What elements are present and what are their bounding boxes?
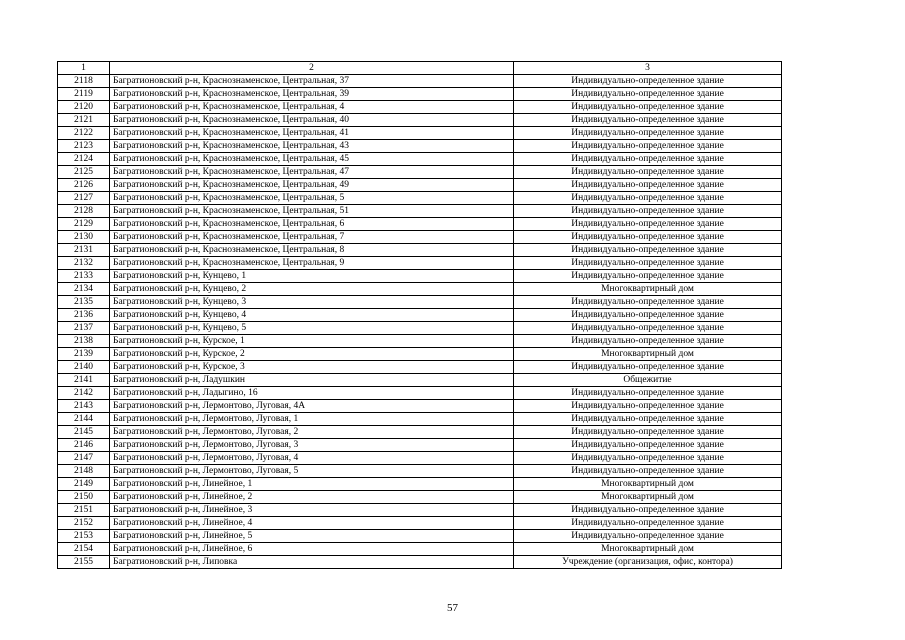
building-type-cell: Индивидуально-определенное здание xyxy=(514,387,782,400)
table-row xyxy=(58,270,782,283)
table-row xyxy=(58,257,782,270)
row-number-cell: 2128 xyxy=(58,205,110,218)
table-row xyxy=(58,192,782,205)
address-cell: Багратионовский р-н, Ладыгино, 16 xyxy=(110,387,514,400)
table-row xyxy=(58,218,782,231)
table-row xyxy=(58,361,782,374)
address-cell: Багратионовский р-н, Краснознаменское, Центральная, 8 xyxy=(110,244,514,257)
building-type-cell: Индивидуально-определенное здание xyxy=(514,205,782,218)
address-cell: Багратионовский р-н, Краснознаменское, Центральная, 40 xyxy=(110,114,514,127)
table-row xyxy=(58,426,782,439)
address-cell: Багратионовский р-н, Кунцево, 5 xyxy=(110,322,514,335)
table-row xyxy=(58,556,782,569)
table-row xyxy=(58,166,782,179)
table-row xyxy=(58,517,782,530)
building-type-cell: Индивидуально-определенное здание xyxy=(514,361,782,374)
table-row xyxy=(58,335,782,348)
row-number-cell: 2144 xyxy=(58,413,110,426)
table-row xyxy=(58,413,782,426)
building-type-cell: Индивидуально-определенное здание xyxy=(514,179,782,192)
row-number-cell: 2148 xyxy=(58,465,110,478)
building-type-cell: Многоквартирный дом xyxy=(514,348,782,361)
row-number-cell: 2152 xyxy=(58,517,110,530)
table-row xyxy=(58,439,782,452)
column-header-address: 2 xyxy=(110,62,514,75)
address-cell: Багратионовский р-н, Краснознаменское, Центральная, 47 xyxy=(110,166,514,179)
table-row xyxy=(58,543,782,556)
row-number-cell: 2118 xyxy=(58,75,110,88)
building-type-cell: Многоквартирный дом xyxy=(514,283,782,296)
table-row xyxy=(58,88,782,101)
table-row xyxy=(58,114,782,127)
address-cell: Багратионовский р-н, Линейное, 6 xyxy=(110,543,514,556)
building-type-cell: Учреждение (организация, офис, контора) xyxy=(514,556,782,569)
address-cell: Багратионовский р-н, Кунцево, 1 xyxy=(110,270,514,283)
address-cell: Багратионовский р-н, Краснознаменское, Центральная, 43 xyxy=(110,140,514,153)
table-row xyxy=(58,309,782,322)
address-cell: Багратионовский р-н, Лермонтово, Луговая, 4 xyxy=(110,452,514,465)
address-cell: Багратионовский р-н, Краснознаменское, Центральная, 9 xyxy=(110,257,514,270)
row-number-cell: 2146 xyxy=(58,439,110,452)
row-number-cell: 2131 xyxy=(58,244,110,257)
table-row xyxy=(58,530,782,543)
building-type-cell: Многоквартирный дом xyxy=(514,543,782,556)
table-body xyxy=(58,62,782,569)
table-row xyxy=(58,387,782,400)
row-number-cell: 2141 xyxy=(58,374,110,387)
building-type-cell: Индивидуально-определенное здание xyxy=(514,309,782,322)
address-cell: Багратионовский р-н, Ладушкин xyxy=(110,374,514,387)
address-cell: Багратионовский р-н, Краснознаменское, Центральная, 4 xyxy=(110,101,514,114)
table-row xyxy=(58,348,782,361)
address-cell: Багратионовский р-н, Краснознаменское, Центральная, 41 xyxy=(110,127,514,140)
row-number-cell: 2147 xyxy=(58,452,110,465)
address-cell: Багратионовский р-н, Лермонтово, Луговая, 1 xyxy=(110,413,514,426)
table-row xyxy=(58,179,782,192)
address-cell: Багратионовский р-н, Лермонтово, Луговая, 5 xyxy=(110,465,514,478)
table-row xyxy=(58,75,782,88)
table-row xyxy=(58,296,782,309)
row-number-cell: 2150 xyxy=(58,491,110,504)
row-number-cell: 2121 xyxy=(58,114,110,127)
building-type-cell: Индивидуально-определенное здание xyxy=(514,75,782,88)
row-number-cell: 2125 xyxy=(58,166,110,179)
address-cell: Багратионовский р-н, Краснознаменское, Центральная, 7 xyxy=(110,231,514,244)
row-number-cell: 2134 xyxy=(58,283,110,296)
building-type-cell: Индивидуально-определенное здание xyxy=(514,114,782,127)
building-type-cell: Индивидуально-определенное здание xyxy=(514,426,782,439)
row-number-cell: 2151 xyxy=(58,504,110,517)
building-type-cell: Индивидуально-определенное здание xyxy=(514,257,782,270)
building-type-cell: Индивидуально-определенное здание xyxy=(514,465,782,478)
table-row xyxy=(58,504,782,517)
address-cell: Багратионовский р-н, Курское, 3 xyxy=(110,361,514,374)
address-cell: Багратионовский р-н, Линейное, 1 xyxy=(110,478,514,491)
table-row xyxy=(58,153,782,166)
row-number-cell: 2145 xyxy=(58,426,110,439)
table-row xyxy=(58,140,782,153)
address-cell: Багратионовский р-н, Краснознаменское, Центральная, 49 xyxy=(110,179,514,192)
table-row xyxy=(58,478,782,491)
row-number-cell: 2155 xyxy=(58,556,110,569)
row-number-cell: 2123 xyxy=(58,140,110,153)
table-row xyxy=(58,231,782,244)
row-number-cell: 2122 xyxy=(58,127,110,140)
address-cell: Багратионовский р-н, Кунцево, 2 xyxy=(110,283,514,296)
building-type-cell: Индивидуально-определенное здание xyxy=(514,244,782,257)
row-number-cell: 2130 xyxy=(58,231,110,244)
building-type-cell: Индивидуально-определенное здание xyxy=(514,127,782,140)
building-type-cell: Индивидуально-определенное здание xyxy=(514,296,782,309)
address-cell: Багратионовский р-н, Лермонтово, Луговая, 3 xyxy=(110,439,514,452)
building-type-cell: Индивидуально-определенное здание xyxy=(514,517,782,530)
table-row xyxy=(58,101,782,114)
address-cell: Багратионовский р-н, Курское, 1 xyxy=(110,335,514,348)
building-type-cell: Индивидуально-определенное здание xyxy=(514,400,782,413)
row-number-cell: 2120 xyxy=(58,101,110,114)
address-cell: Багратионовский р-н, Линейное, 5 xyxy=(110,530,514,543)
row-number-cell: 2129 xyxy=(58,218,110,231)
row-number-cell: 2142 xyxy=(58,387,110,400)
row-number-cell: 2119 xyxy=(58,88,110,101)
row-number-cell: 2124 xyxy=(58,153,110,166)
building-type-cell: Индивидуально-определенное здание xyxy=(514,452,782,465)
table-row xyxy=(58,374,782,387)
row-number-cell: 2135 xyxy=(58,296,110,309)
row-number-cell: 2136 xyxy=(58,309,110,322)
row-number-cell: 2143 xyxy=(58,400,110,413)
row-number-cell: 2126 xyxy=(58,179,110,192)
building-type-cell: Индивидуально-определенное здание xyxy=(514,153,782,166)
address-cell: Багратионовский р-н, Лермонтово, Луговая, 4А xyxy=(110,400,514,413)
building-type-cell: Индивидуально-определенное здание xyxy=(514,270,782,283)
row-number-cell: 2140 xyxy=(58,361,110,374)
address-cell: Багратионовский р-н, Краснознаменское, Центральная, 6 xyxy=(110,218,514,231)
address-cell: Багратионовский р-н, Линейное, 4 xyxy=(110,517,514,530)
building-type-cell: Индивидуально-определенное здание xyxy=(514,335,782,348)
row-number-cell: 2127 xyxy=(58,192,110,205)
row-number-cell: 2132 xyxy=(58,257,110,270)
address-cell: Багратионовский р-н, Краснознаменское, Центральная, 45 xyxy=(110,153,514,166)
address-cell: Багратионовский р-н, Кунцево, 4 xyxy=(110,309,514,322)
table-row xyxy=(58,322,782,335)
address-cell: Багратионовский р-н, Липовка xyxy=(110,556,514,569)
building-type-cell: Индивидуально-определенное здание xyxy=(514,231,782,244)
table-row xyxy=(58,244,782,257)
address-cell: Багратионовский р-н, Курское, 2 xyxy=(110,348,514,361)
building-type-cell: Индивидуально-определенное здание xyxy=(514,504,782,517)
column-header-number: 1 xyxy=(58,62,110,75)
table-header-row xyxy=(58,62,782,75)
table-row xyxy=(58,127,782,140)
table-row xyxy=(58,400,782,413)
row-number-cell: 2149 xyxy=(58,478,110,491)
address-cell: Багратионовский р-н, Краснознаменское, Центральная, 5 xyxy=(110,192,514,205)
address-cell: Багратионовский р-н, Кунцево, 3 xyxy=(110,296,514,309)
page-number: 57 xyxy=(447,602,458,614)
row-number-cell: 2138 xyxy=(58,335,110,348)
building-type-cell: Индивидуально-определенное здание xyxy=(514,322,782,335)
building-type-cell: Индивидуально-определенное здание xyxy=(514,530,782,543)
address-cell: Багратионовский р-н, Краснознаменское, Центральная, 39 xyxy=(110,88,514,101)
address-cell: Багратионовский р-н, Краснознаменское, Центральная, 37 xyxy=(110,75,514,88)
table-row xyxy=(58,452,782,465)
table-row xyxy=(58,205,782,218)
building-type-cell: Индивидуально-определенное здание xyxy=(514,218,782,231)
building-type-cell: Индивидуально-определенное здание xyxy=(514,140,782,153)
address-cell: Багратионовский р-н, Лермонтово, Луговая, 2 xyxy=(110,426,514,439)
row-number-cell: 2153 xyxy=(58,530,110,543)
row-number-cell: 2139 xyxy=(58,348,110,361)
address-cell: Багратионовский р-н, Линейное, 3 xyxy=(110,504,514,517)
column-header-type: 3 xyxy=(514,62,782,75)
table-row xyxy=(58,283,782,296)
row-number-cell: 2154 xyxy=(58,543,110,556)
building-type-cell: Индивидуально-определенное здание xyxy=(514,192,782,205)
building-type-cell: Индивидуально-определенное здание xyxy=(514,413,782,426)
building-type-cell: Индивидуально-определенное здание xyxy=(514,166,782,179)
table-row xyxy=(58,491,782,504)
building-type-cell: Многоквартирный дом xyxy=(514,478,782,491)
row-number-cell: 2133 xyxy=(58,270,110,283)
building-type-cell: Индивидуально-определенное здание xyxy=(514,439,782,452)
building-type-cell: Многоквартирный дом xyxy=(514,491,782,504)
building-type-cell: Индивидуально-определенное здание xyxy=(514,88,782,101)
address-cell: Багратионовский р-н, Краснознаменское, Центральная, 51 xyxy=(110,205,514,218)
row-number-cell: 2137 xyxy=(58,322,110,335)
address-cell: Багратионовский р-н, Линейное, 2 xyxy=(110,491,514,504)
table-row xyxy=(58,465,782,478)
building-type-cell: Общежитие xyxy=(514,374,782,387)
building-type-cell: Индивидуально-определенное здание xyxy=(514,101,782,114)
buildings-table xyxy=(57,61,782,569)
